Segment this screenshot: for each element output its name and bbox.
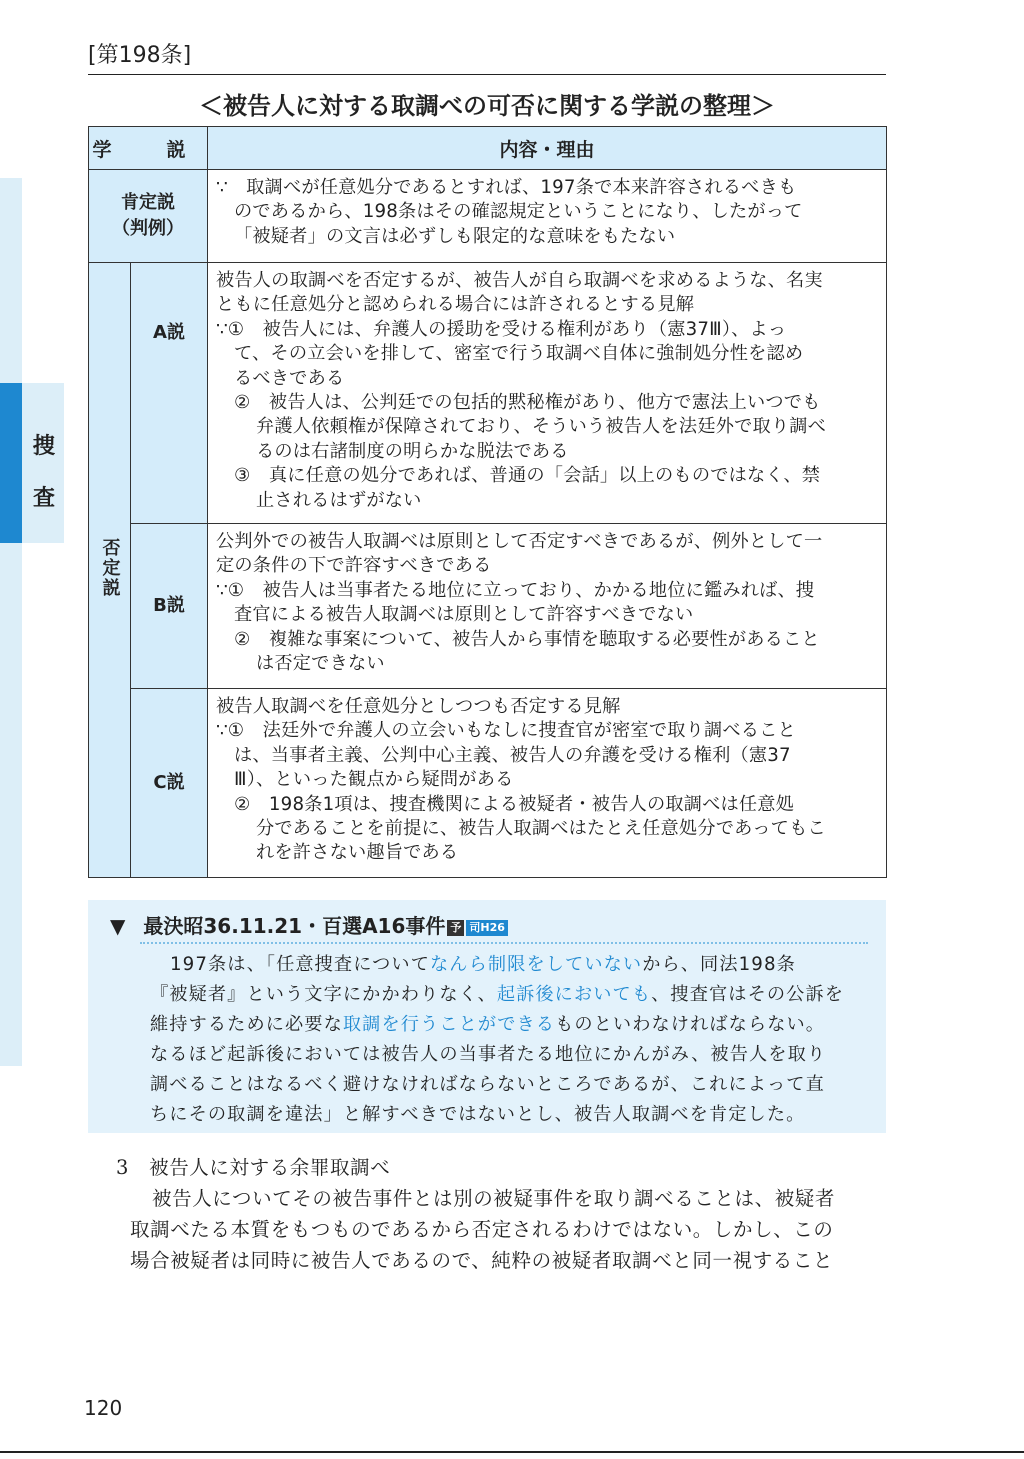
content-line: ∵① 被告人には、弁護人の援助を受ける権利があり（憲37Ⅲ）、よっ bbox=[216, 318, 787, 340]
content-line: 定の条件の下で許容すべきである bbox=[216, 555, 492, 577]
content-line: ③ 真に任意の処分であれば、普通の「会話」以上のものではなく、禁 bbox=[234, 465, 821, 487]
case-line: ちにその取調を違法」と解すべきではないとし、被告人取調べを肯定した。 bbox=[150, 1104, 806, 1125]
sidebar-strip bbox=[0, 178, 22, 1066]
case-text: 『被疑者』という文字にかかわりなく、 bbox=[150, 984, 497, 1005]
table-header-row bbox=[89, 127, 887, 170]
content-line: ともに任意処分と認められる場合には許されるとする見解 bbox=[216, 294, 695, 316]
triangle-marker-icon: ▼ bbox=[110, 914, 126, 938]
deny-label-cell bbox=[89, 263, 131, 878]
theory-a-content bbox=[208, 263, 887, 524]
content-line: Ⅲ）、といった観点から疑問がある bbox=[234, 769, 514, 791]
table-title: ＜被告人に対する取調べの可否に関する学説の整理＞ bbox=[199, 92, 775, 120]
theory-table bbox=[88, 126, 887, 878]
case-text: から、同法198条 bbox=[642, 954, 796, 975]
content-line: 被告人の取調べを否定するが、被告人が自ら取調べを求めるような、名実 bbox=[216, 270, 823, 291]
content-line: ∵ 取調べが任意処分であるとすれば、197条で本来許容されるべきも bbox=[216, 177, 797, 198]
content-line: 被告人取調べを任意処分としつつも否定する見解 bbox=[216, 696, 621, 717]
content-line: るべきである bbox=[234, 367, 345, 389]
case-line bbox=[150, 950, 872, 980]
affirm-subname: （判例） bbox=[112, 218, 184, 239]
case-highlight: 取調を行うことができる bbox=[342, 1014, 556, 1035]
content-line: のであるから、198条はその確認規定ということになり、したがって bbox=[234, 201, 803, 223]
chapter-tab-char-1: 捜 bbox=[32, 434, 55, 459]
deny-label: 否定説 bbox=[99, 537, 121, 598]
case-highlight: なんら制限をしていない bbox=[430, 954, 643, 975]
article-label: [第198条] bbox=[88, 43, 192, 68]
yobi-badge: 予 bbox=[447, 920, 464, 936]
content-line: 査官による被告人取調べは原則として許容すべきでない bbox=[234, 604, 694, 626]
case-line bbox=[150, 1010, 872, 1040]
header-content: 内容・理由 bbox=[208, 127, 887, 170]
content-line: 止されるはずがない bbox=[256, 489, 422, 511]
content-line: て、その立会いを排して、密室で行う取調べ自体に強制処分性を認め bbox=[234, 343, 804, 365]
content-line: 「被疑者」の文言は必ずしも限定的な意味をもたない bbox=[234, 225, 676, 247]
content-line: ② 複雑な事案について、被告人から事情を聴取する必要性があること bbox=[234, 628, 820, 650]
theory-c-content bbox=[208, 689, 887, 878]
theory-b-name-cell bbox=[131, 524, 208, 689]
content-line: ∵① 法廷外で弁護人の立会いもなしに捜査官が密室で取り調べること bbox=[216, 720, 796, 742]
theory-b-name: B説 bbox=[153, 595, 185, 616]
content-line: 弁護人依頼権が保障されており、そういう被告人を法廷外で取り調べ bbox=[256, 416, 827, 438]
chapter-tab-label bbox=[30, 421, 58, 525]
case-text: 維持するために必要な bbox=[150, 1014, 343, 1035]
theory-a-name-cell bbox=[131, 263, 208, 524]
content-line: ② 198条1項は、捜査機関による被疑者・被告人の取調べは任意処 bbox=[234, 793, 795, 815]
shiho-badge: 司H26 bbox=[466, 920, 508, 936]
theory-a-name: A説 bbox=[153, 322, 185, 343]
page-header bbox=[88, 40, 886, 75]
content-line: は否定できない bbox=[256, 653, 385, 675]
body-line: 被告人についてその被告事件とは別の被疑事件を取り調べることは、被疑者 bbox=[152, 1187, 836, 1210]
body-text bbox=[110, 1152, 886, 1276]
chapter-tab-bar bbox=[0, 383, 22, 543]
case-text: ものといわなければならない。 bbox=[555, 1014, 826, 1035]
bottom-rule bbox=[0, 1451, 1024, 1453]
section-heading: 3 被告人に対する余罪取調べ bbox=[116, 1156, 391, 1179]
content-line: 分であることを前提に、被告人取調べはたとえ任意処分であってもこ bbox=[256, 818, 826, 840]
case-line: 調べることはなるべく避けなければならないところであるが、これによって直 bbox=[150, 1074, 825, 1095]
content-line: ② 被告人は、公判廷での包括的黙秘権があり、他方で憲法上いつでも bbox=[234, 392, 821, 414]
case-title-text: 最決昭36.11.21・百選A16事件 bbox=[143, 914, 446, 938]
affirm-name: 肯定説 bbox=[121, 192, 175, 213]
case-body bbox=[150, 950, 872, 1130]
theory-c-name-cell bbox=[131, 689, 208, 878]
case-title bbox=[110, 912, 508, 940]
case-line: なるほど起訴後においては被告人の当事者たる地位にかんがみ、被告人を取り bbox=[150, 1044, 827, 1065]
affirm-name-cell bbox=[89, 170, 208, 263]
theory-c-name: C説 bbox=[153, 772, 185, 793]
case-text: 、捜査官はその公訴を bbox=[651, 984, 845, 1005]
header-school: 学 説 bbox=[89, 127, 208, 170]
content-line: ∵① 被告人は当事者たる地位に立っており、かかる地位に鑑みれば、捜 bbox=[216, 579, 815, 601]
case-highlight: 起訴後においても bbox=[496, 984, 652, 1005]
body-line: 場合被疑者は同時に被告人であるので、純粋の被疑者取調べと同一視すること bbox=[130, 1249, 834, 1272]
table-row-theory-c bbox=[89, 689, 887, 878]
chapter-tab[interactable] bbox=[0, 383, 64, 543]
chapter-tab-char-2: 査 bbox=[32, 486, 55, 511]
page-number: 120 bbox=[84, 1396, 123, 1420]
content-line: るのは右諸制度の明らかな脱法である bbox=[256, 440, 569, 462]
content-line: れを許さない趣旨である bbox=[256, 842, 459, 864]
content-line: は、当事者主義、公判中心主義、被告人の弁護を受ける権利（憲37 bbox=[234, 744, 791, 766]
case-divider bbox=[140, 942, 868, 944]
body-line: 取調べたる本質をもつものであるから否定されるわけではない。しかし、この bbox=[130, 1218, 834, 1241]
table-row-theory-a bbox=[89, 263, 887, 524]
content-line: 公判外での被告人取調べは原則として否定すべきであるが、例外として一 bbox=[216, 531, 823, 552]
table-row-affirm bbox=[89, 170, 887, 263]
table-row-theory-b bbox=[89, 524, 887, 689]
case-line bbox=[150, 980, 872, 1010]
case-text: 197条は、「任意捜査について bbox=[170, 954, 431, 975]
theory-b-content bbox=[208, 524, 887, 689]
affirm-content bbox=[208, 170, 887, 263]
